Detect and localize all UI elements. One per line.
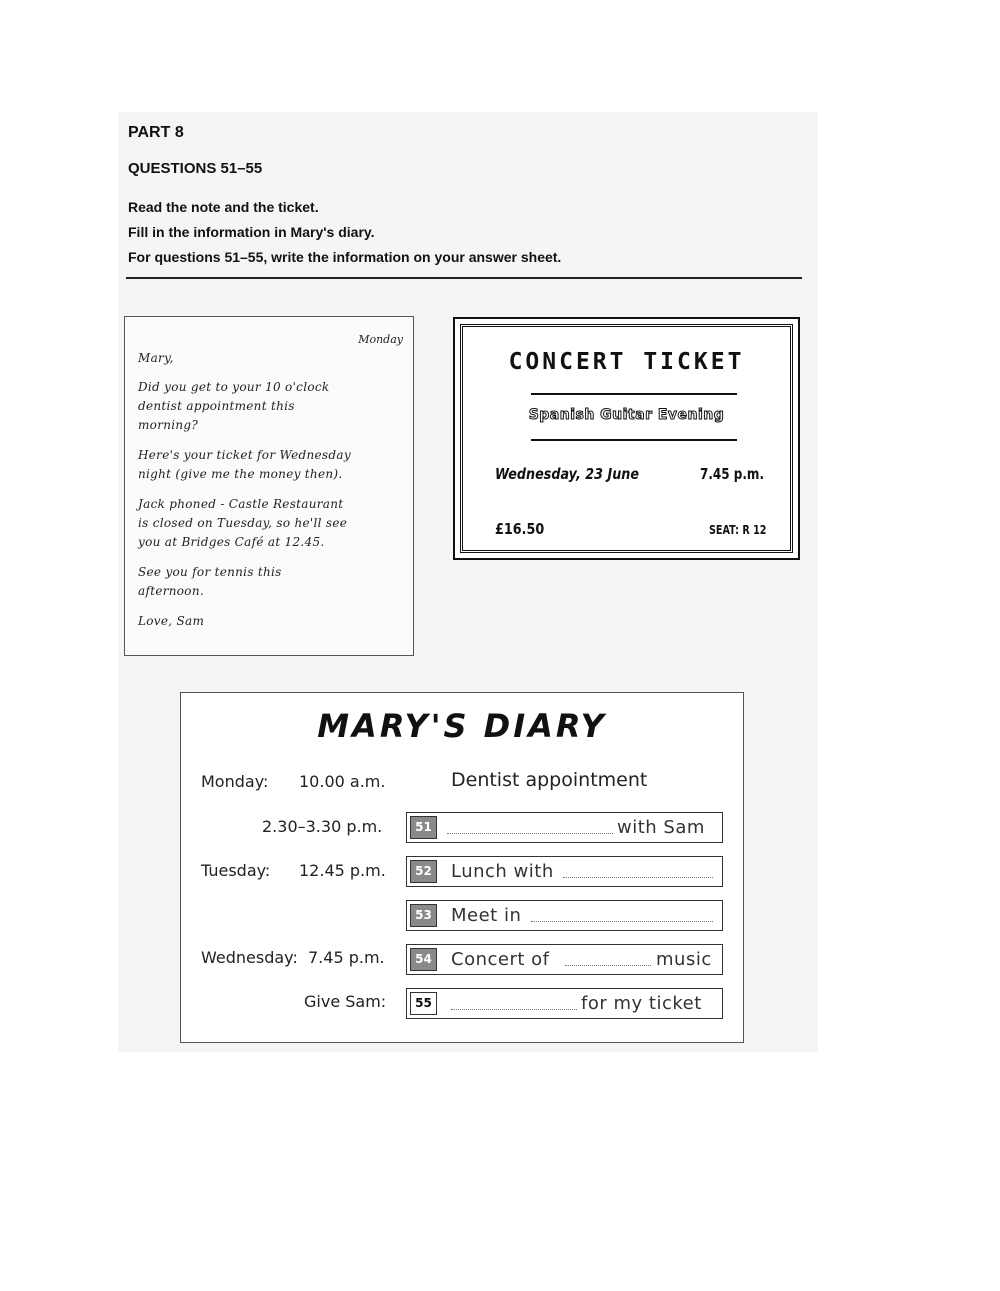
answer-prefix: Lunch with [451, 861, 554, 882]
answer-box-51[interactable] [406, 812, 723, 843]
concert-ticket [453, 317, 800, 560]
answer-prefix: Meet in [451, 905, 522, 926]
answer-blank [563, 877, 713, 878]
ticket-event: Spanish Guitar Evening [528, 407, 725, 423]
note-line: Did you get to your 10 o'clock [138, 380, 330, 394]
ticket-time: 7.45 p.m. [700, 465, 764, 483]
ticket-seat: SEAT: R 12 [709, 523, 767, 537]
answer-suffix: music [656, 949, 712, 970]
diary-time: 7.45 p.m. [308, 948, 385, 967]
ticket-rule [531, 393, 737, 395]
question-number: 53 [410, 904, 437, 927]
part-heading: PART 8 [128, 124, 184, 141]
note-line: dentist appointment this [138, 399, 295, 413]
note-line: afternoon. [138, 584, 204, 598]
note-line: Love, Sam [138, 614, 205, 628]
divider [126, 277, 802, 279]
diary-day: Tuesday: [201, 861, 271, 880]
answer-box-55[interactable] [406, 988, 723, 1019]
ticket-rule [531, 439, 737, 441]
diary-day: Monday: [201, 772, 269, 791]
answer-blank [565, 965, 651, 966]
answer-blank [451, 1009, 577, 1010]
question-number: 54 [410, 948, 437, 971]
diary-time: 2.30–3.30 p.m. [262, 817, 383, 836]
question-number: 55 [410, 992, 437, 1015]
diary-day: Give Sam: [304, 992, 387, 1011]
answer-box-52[interactable] [406, 856, 723, 887]
ticket-price: £16.50 [495, 520, 545, 538]
ticket-border [460, 324, 793, 553]
diary-day: Wednesday: [201, 948, 298, 967]
instruction-2: Fill in the information in Mary's diary. [128, 224, 375, 240]
answer-box-54[interactable] [406, 944, 723, 975]
question-number: 52 [410, 860, 437, 883]
instruction-3: For questions 51–55, write the information on your answer sheet. [128, 249, 562, 265]
instruction-1: Read the note and the ticket. [128, 199, 319, 215]
answer-prefix: Concert of [451, 949, 550, 970]
answer-suffix: with Sam [617, 817, 705, 838]
note-line: Jack phoned - Castle Restaurant [138, 497, 344, 511]
diary-entry: Dentist appointment [451, 769, 648, 791]
diary-time: 12.45 p.m. [299, 861, 386, 880]
marys-diary [180, 692, 744, 1043]
answer-suffix: for my ticket [581, 993, 702, 1014]
note-line: See you for tennis this [138, 565, 282, 579]
handwritten-note [124, 316, 414, 656]
question-number: 51 [410, 816, 437, 839]
diary-title: MARY'S DIARY [317, 707, 607, 745]
note-line: night (give me the money then). [138, 467, 343, 481]
note-line: Here's your ticket for Wednesday [138, 448, 351, 462]
note-line: morning? [138, 418, 199, 432]
questions-heading: QUESTIONS 51–55 [128, 160, 263, 177]
answer-blank [531, 921, 713, 922]
ticket-title: CONCERT TICKET [508, 349, 745, 375]
note-line: Mary, [138, 351, 174, 365]
note-line: you at Bridges Café at 12.45. [138, 535, 325, 549]
note-line: is closed on Tuesday, so he'll see [138, 516, 348, 530]
answer-blank [447, 833, 613, 834]
ticket-date: Wednesday, 23 June [495, 465, 640, 483]
answer-box-53[interactable] [406, 900, 723, 931]
diary-time: 10.00 a.m. [299, 772, 386, 791]
note-day: Monday [358, 333, 403, 346]
